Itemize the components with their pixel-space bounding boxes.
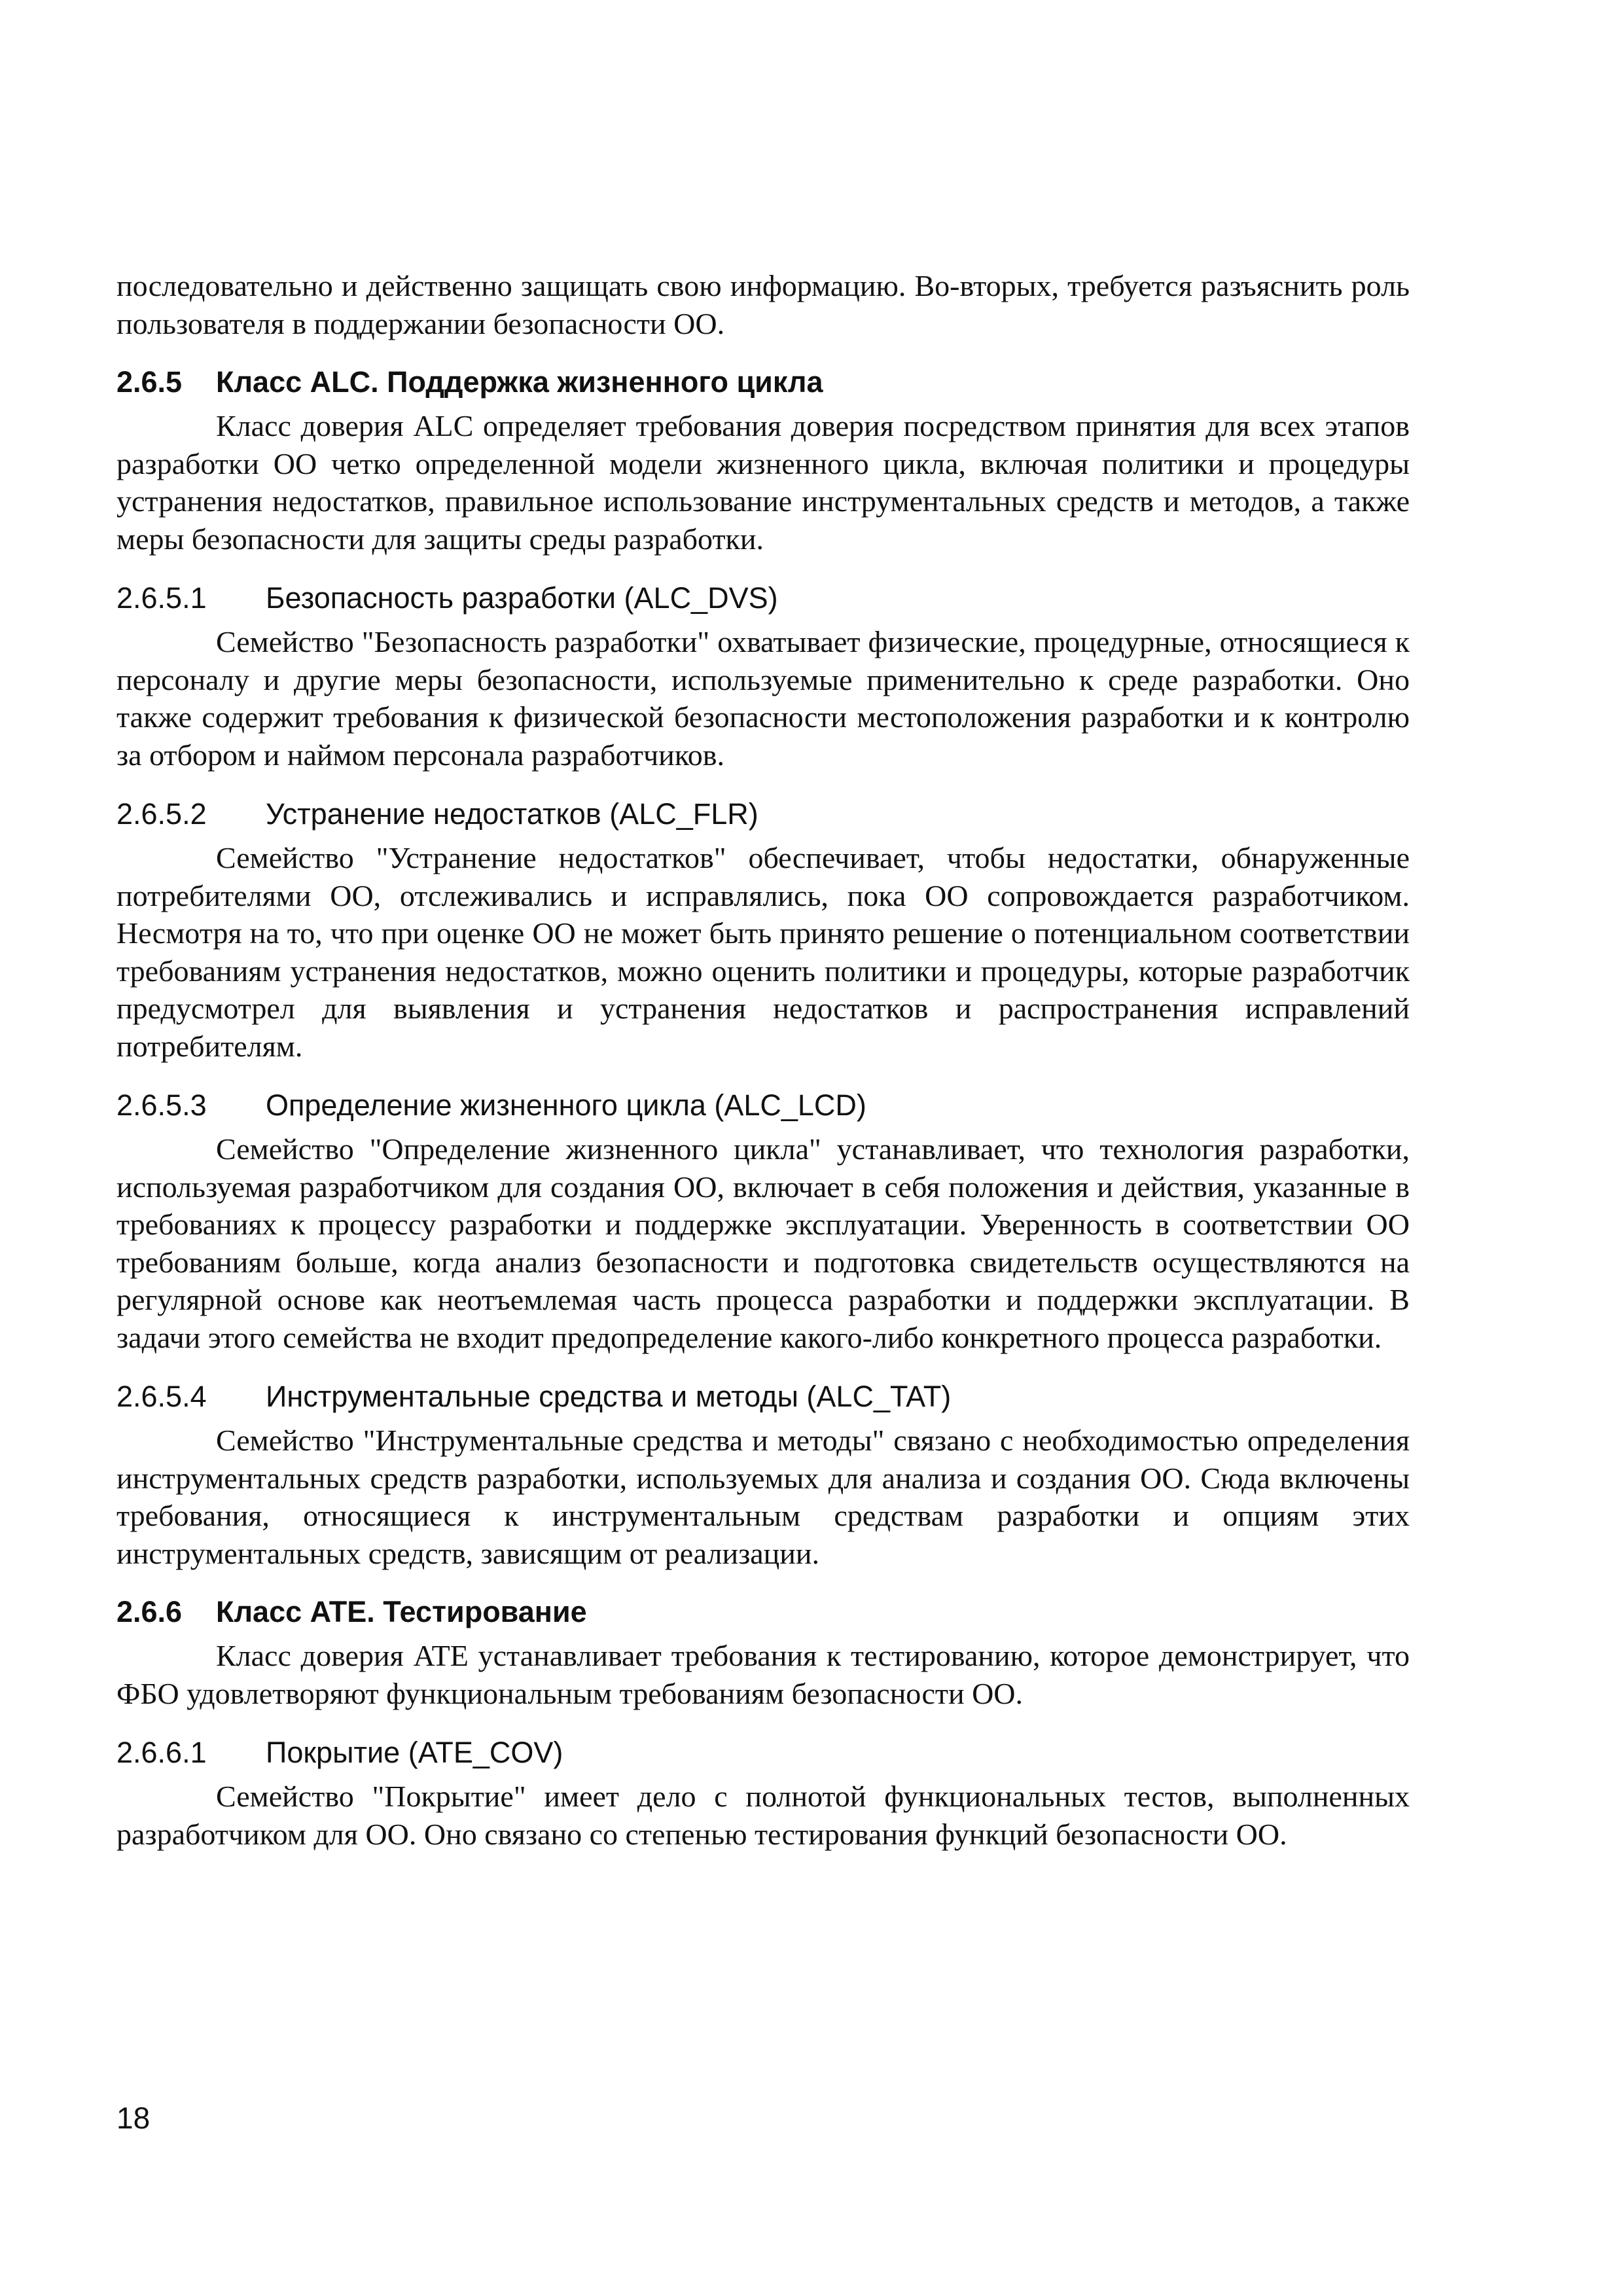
section-title: Определение жизненного цикла (ALC_LCD) (266, 1088, 866, 1122)
section-heading-2-6-5 (116, 364, 1410, 401)
intro-paragraph: последовательно и действенно защищать свою информацию. Во-вторых, требуется разъяснить роль пользователя в поддержании безопасности ОО. (116, 269, 1410, 340)
section-heading-2-6-5-3 (116, 1087, 1410, 1124)
section-heading-2-6-5-1 (116, 580, 1410, 617)
section-paragraph: Семейство "Инструментальные средства и методы" связано с необходимостью определения инструментальных средств разработки, используемых для анализа и создания ОО. Сюда включены требования, относящиеся к инструментальным средствам разработки и опциям этих инструментальных средств, зависящим от реализации. (116, 1424, 1410, 1570)
section-heading-2-6-6 (116, 1594, 1410, 1630)
section-paragraph: Семейство "Покрытие" имеет дело с полнотой функциональных тестов, выполненных разработчиком для ОО. Оно связано со степенью тестирования функций безопасности ОО. (116, 1780, 1410, 1851)
section-paragraph: Класс доверия ATE устанавливает требования к тестированию, которое демонстрирует, что ФБО удовлетворяют функциональным требованиям безопасности ОО. (116, 1639, 1410, 1710)
section-number: 2.6.5.2 (116, 797, 207, 831)
section-number: 2.6.6 (116, 1595, 183, 1628)
section-paragraph: Семейство "Определение жизненного цикла" устанавливает, что технология разработки, используемая разработчиком для создания ОО, включает в себя положения и действия, указанные в требованиях к процессу разработки и поддержке эксплуатации. Уверенность в соответствии ОО требованиям больше, когда анализ безопасности и подготовка свидетельств осуществляются на регулярной основе как неотъемлемая часть процесса разработки и поддержки эксплуатации. В задачи этого семейства не входит предопределение какого-либо конкретного процесса разработки. (116, 1132, 1410, 1354)
section-number: 2.6.5 (116, 365, 183, 399)
page-number: 18 (116, 2101, 151, 2135)
section-title: Инструментальные средства и методы (ALC_TAT) (266, 1380, 952, 1413)
section-number: 2.6.5.4 (116, 1380, 207, 1413)
section-paragraph: Семейство "Устранение недостатков" обеспечивает, чтобы недостатки, обнаруженные потребителями ОО, отслеживались и исправлялись, пока ОО сопровождается разработчиком. Несмотря на то, что при оценке ОО не может быть принято решение о потенциальном соответствии требованиям устранения недостатков, можно оценить политики и процедуры, которые разработчик предусмотрел для выявления и устранения недостатков и распространения исправлений потребителям. (116, 841, 1410, 1063)
section-heading-2-6-5-4 (116, 1378, 1410, 1415)
section-title: Покрытие (ATE_COV) (266, 1736, 563, 1769)
section-heading-2-6-6-1 (116, 1734, 1410, 1771)
section-number: 2.6.5.3 (116, 1088, 207, 1122)
section-title: Класс ATE. Тестирование (216, 1595, 587, 1628)
section-title: Класс ALC. Поддержка жизненного цикла (216, 365, 823, 399)
section-heading-2-6-5-2 (116, 796, 1410, 833)
section-number: 2.6.5.1 (116, 581, 207, 615)
section-paragraph: Семейство "Безопасность разработки" охватывает физические, процедурные, относящиеся к персоналу и другие меры безопасности, используемые применительно к среде разработки. Оно также содержит требования к физической безопасности местоположения разработки и к контролю за отбором и наймом персонала разработчиков. (116, 625, 1410, 772)
section-title: Устранение недостатков (ALC_FLR) (266, 797, 758, 831)
section-number: 2.6.6.1 (116, 1736, 207, 1769)
section-title: Безопасность разработки (ALC_DVS) (266, 581, 778, 615)
page-content (116, 267, 1410, 1853)
section-paragraph: Класс доверия ALC определяет требования доверия посредством принятия для всех этапов разработки ОО четко определенной модели жизненного цикла, включая политики и процедуры устранения недостатков, правильное использование инструментальных средств и методов, а также меры безопасности для защиты среды разработки. (116, 409, 1410, 556)
